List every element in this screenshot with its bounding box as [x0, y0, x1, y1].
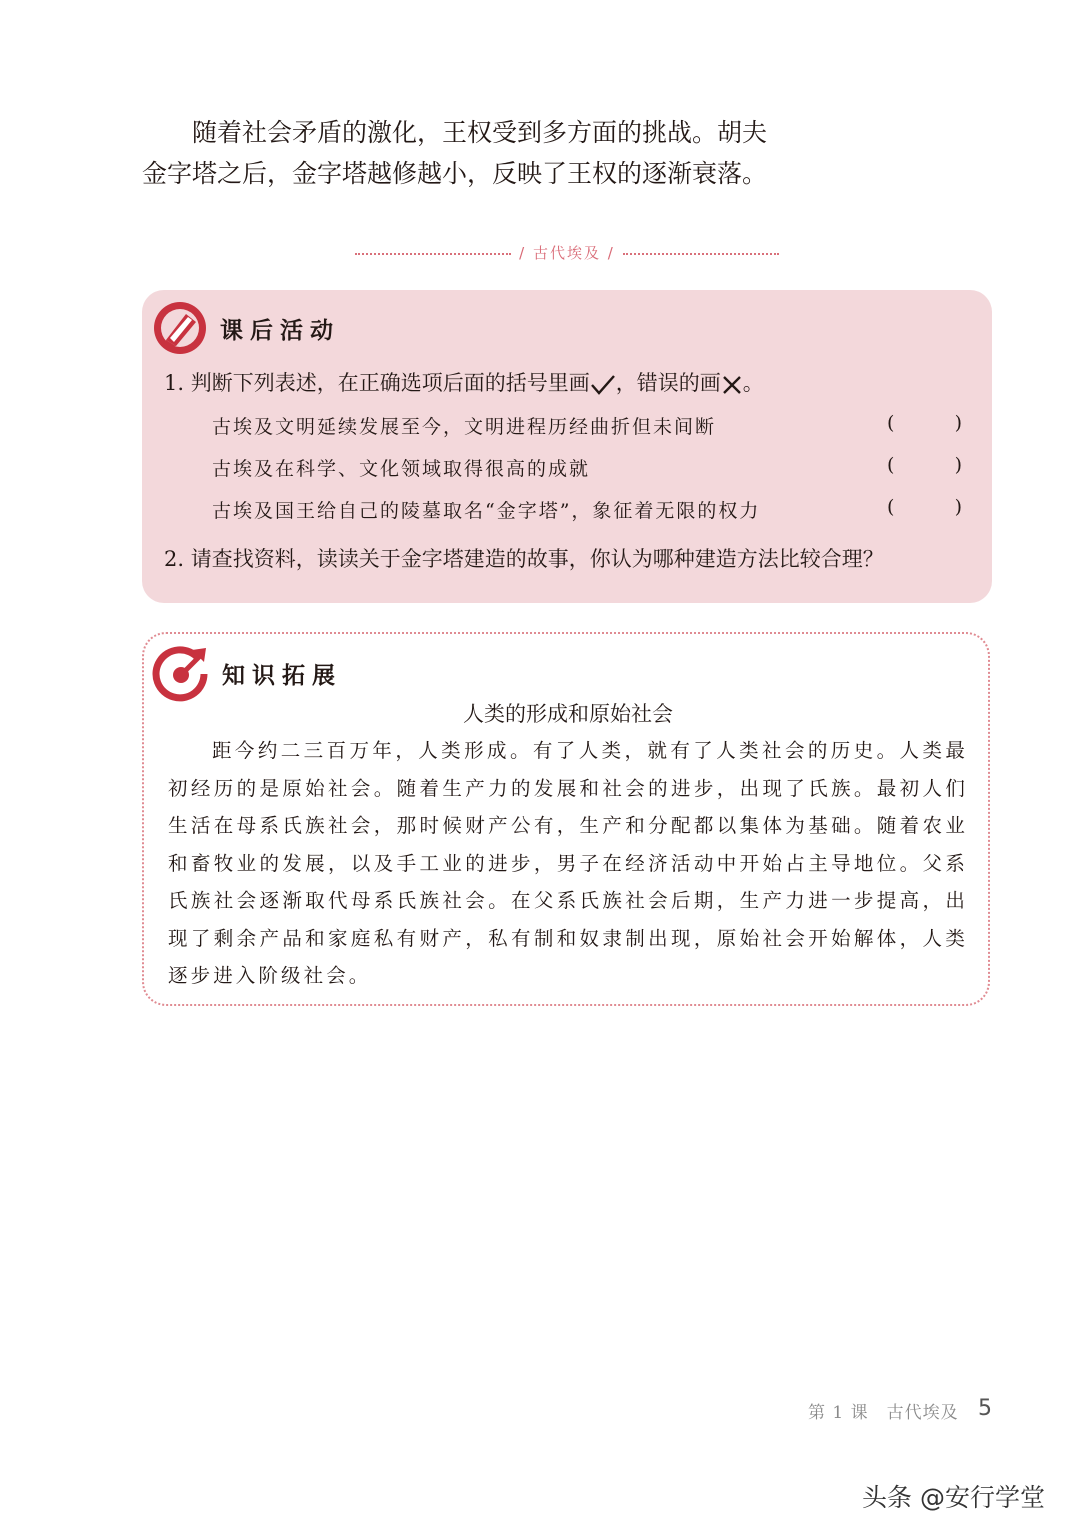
divider-dots-right: [623, 253, 779, 255]
statement-3: [212, 496, 962, 523]
answer-paren[interactable]: ( ): [887, 454, 962, 476]
pencil-badge-icon: [152, 300, 208, 356]
knowledge-title: 知识拓展: [222, 662, 342, 689]
question-2: 2. 请查找资料，读读关于金字塔建造的故事，你认为哪种建造方法比较合理？: [164, 547, 884, 571]
statement-text: 古埃及在科学、文化领域取得很高的成就: [212, 458, 591, 480]
intro-line-2: 金字塔之后，金字塔越修越小，反映了王权的逐渐衰落。: [142, 159, 768, 188]
knowledge-extension-box: [142, 632, 990, 1006]
activity-title: 课后活动: [220, 317, 340, 344]
after-class-activity-box: [142, 290, 992, 603]
statement-1: [212, 412, 962, 439]
statement-text: 古埃及文明延续发展至今，文明进程历经曲折但未间断: [212, 416, 717, 438]
question-1-middle: ，错误的画: [615, 371, 721, 395]
statement-2: [212, 454, 962, 481]
divider-label: / 古代埃及 /: [519, 243, 615, 262]
intro-paragraph: [142, 112, 802, 194]
question-1-prefix: 1. 判断下列表述，在正确选项后面的括号里画: [164, 371, 590, 395]
question-1: [164, 368, 764, 398]
arrow-circle-icon: [152, 644, 210, 702]
footer-lesson: 第 1 课 古代埃及: [808, 1403, 959, 1423]
statement-text: 古埃及国王给自己的陵墓取名“金字塔”，象征着无限的权力: [212, 500, 761, 522]
knowledge-subtitle: 人类的形成和原始社会: [463, 702, 673, 726]
intro-line-1: 随着社会矛盾的激化，王权受到多方面的挑战。胡夫: [192, 118, 768, 147]
activity-header: [152, 300, 340, 356]
watermark: 头条 @安行学堂: [862, 1483, 1045, 1512]
knowledge-header: [152, 644, 342, 702]
answer-paren[interactable]: ( ): [887, 412, 962, 434]
section-divider: [355, 240, 779, 264]
page-number: 5: [978, 1396, 992, 1421]
answer-paren[interactable]: ( ): [887, 496, 962, 518]
cross-mark-icon: [721, 374, 743, 396]
question-1-suffix: 。: [742, 371, 764, 395]
divider-dots-left: [355, 253, 511, 255]
check-mark-icon: [590, 374, 616, 396]
knowledge-body: 距今约二三百万年，人类形成。有了人类，就有了人类社会的历史。人类最初经历的是原始社会。随着生产力的发展和社会的进步，出现了氏族。最初人们生活在母系氏族社会，那时候财产公有，生产和分配都以集体为基础。随着农业和畜牧业的发展，以及手工业的进步，男子在经济活动中开始占主导地位。父系氏族社会逐渐取代母系氏族社会。在父系氏族社会后期，生产力进一步提高，出现了剩余产品和家庭私有财产，私有制和奴隶制出现，原始社会开始解体，人类逐步进入阶级社会。: [168, 739, 968, 987]
